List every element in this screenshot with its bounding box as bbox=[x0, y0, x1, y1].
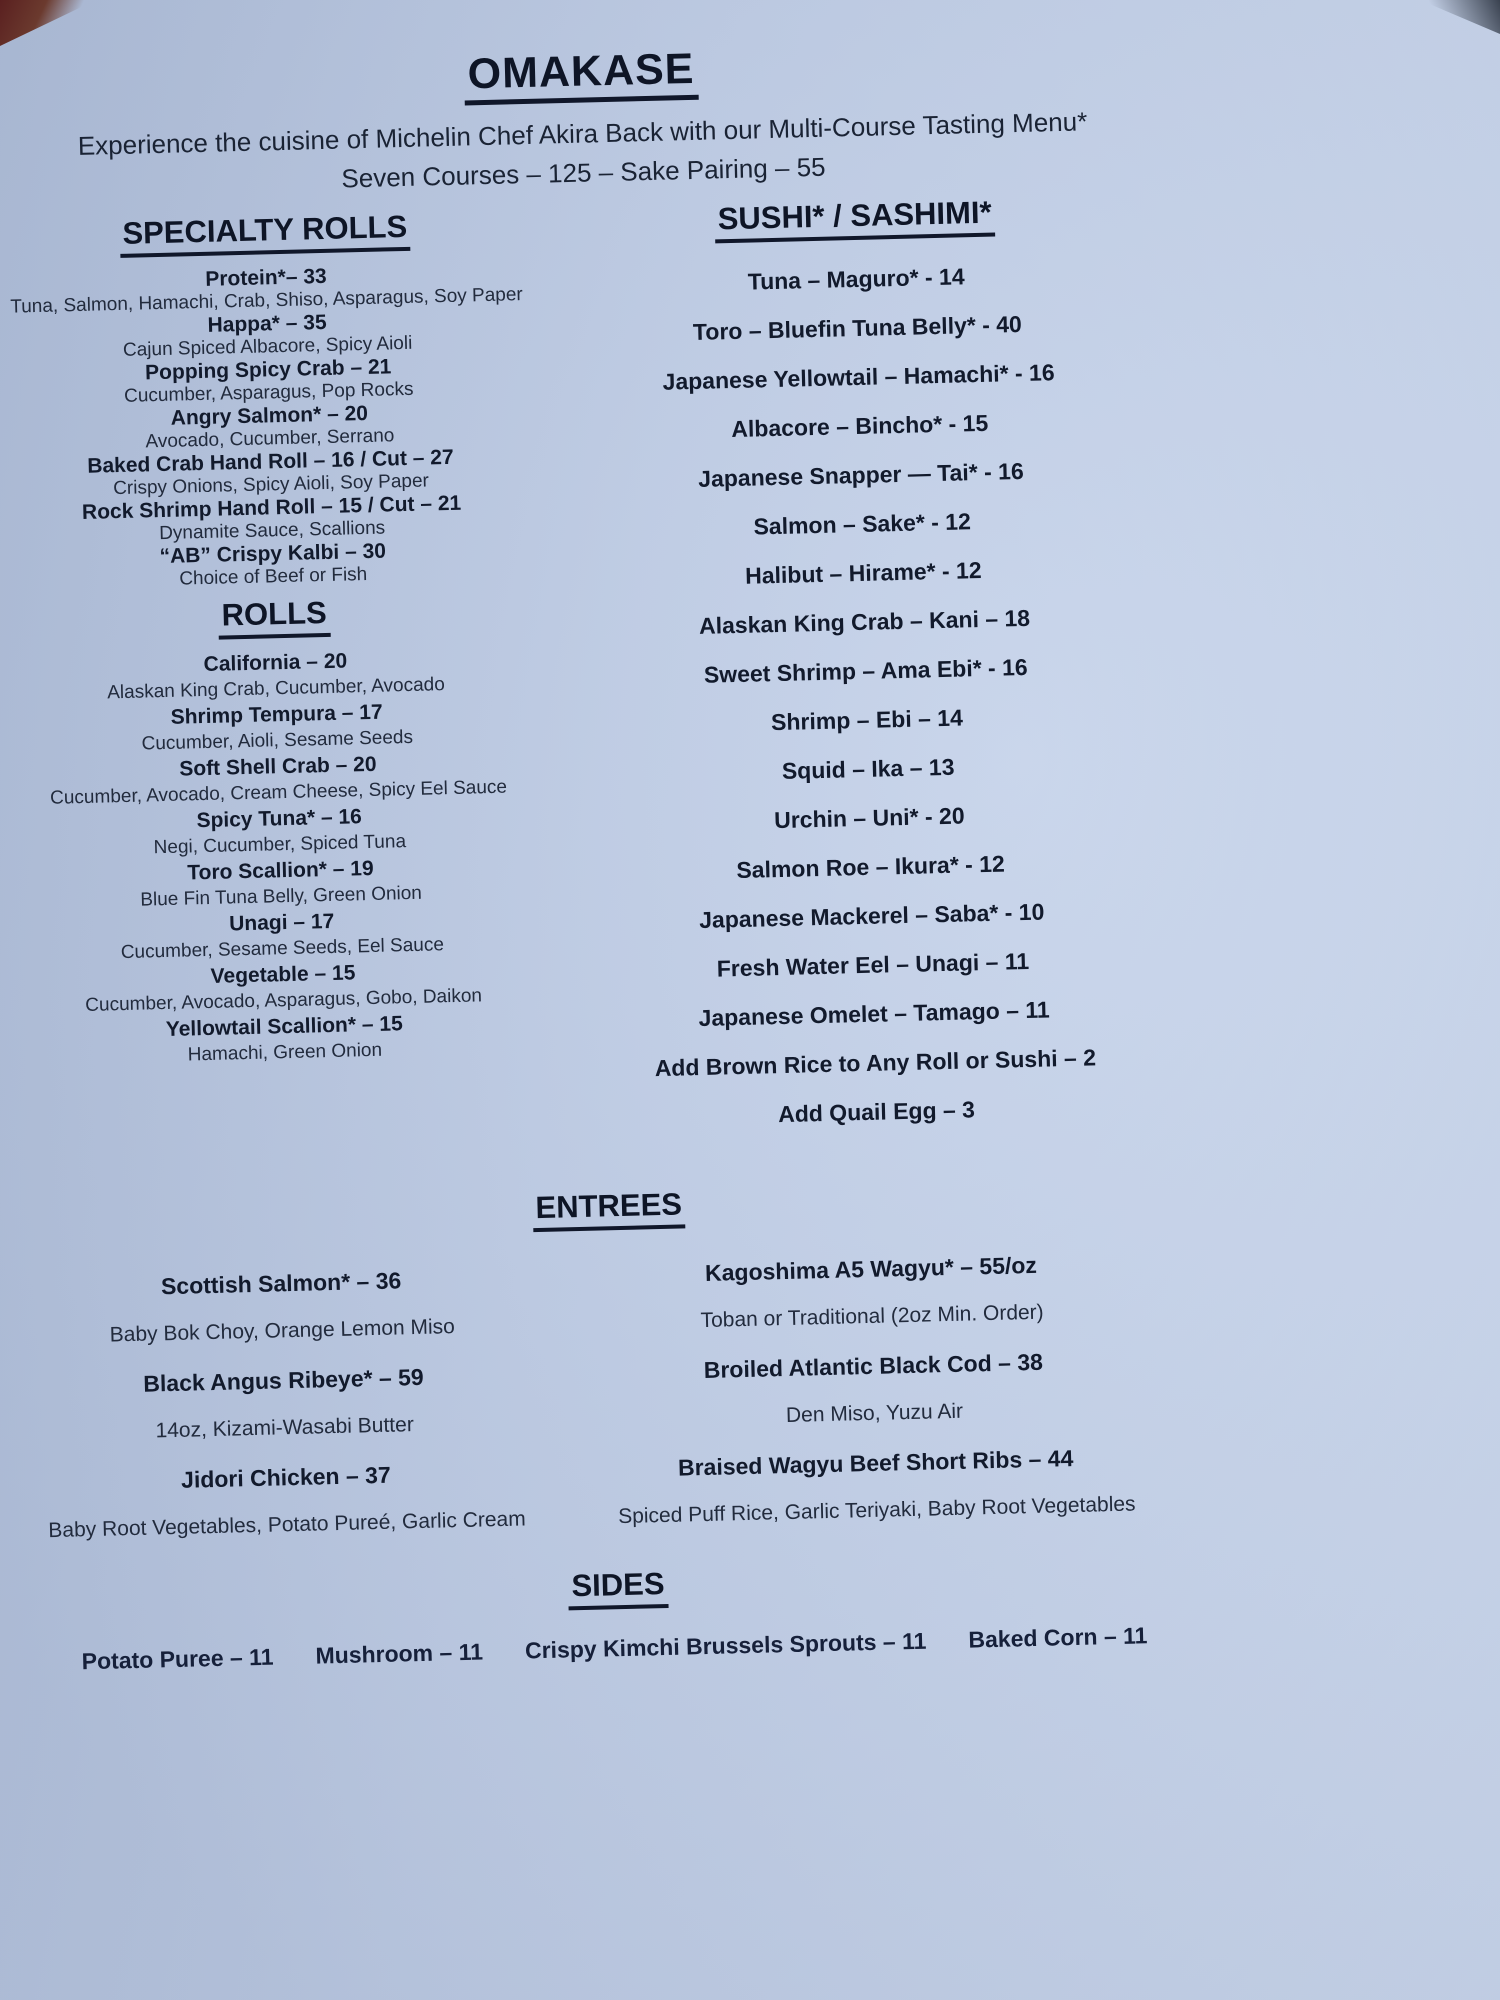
entrees-heading: ENTREES bbox=[532, 1186, 685, 1232]
specialty-rolls-list bbox=[0, 260, 543, 595]
rolls-heading: ROLLS bbox=[218, 595, 330, 640]
menu-item-description: Baby Bok Choy, Orange Lemon Miso bbox=[109, 1315, 456, 1347]
menu-subtitle: Experience the cuisine of Michelin Chef Akira Back with our Multi-Course Tasting Menu* bbox=[77, 106, 1088, 161]
sushi-sashimi-list bbox=[536, 244, 1197, 1133]
menu-item-name: Toro Scallion* – 19 bbox=[187, 856, 374, 885]
menu-item-name: Angry Salmon* – 20 bbox=[170, 401, 369, 430]
menu-item-name: Kagoshima A5 Wagyu* – 55/oz bbox=[704, 1251, 1038, 1286]
menu-item: Sweet Shrimp – Ama Ebi* - 16 bbox=[703, 653, 1028, 688]
menu-item: Alaskan King Crab – Kani – 18 bbox=[698, 604, 1031, 639]
menu-item-name: Braised Wagyu Beef Short Ribs – 44 bbox=[677, 1445, 1074, 1481]
menu-item: Japanese Mackerel – Saba* - 10 bbox=[698, 898, 1045, 933]
omakase-pricing: Seven Courses – 125 – Sake Pairing – 55 bbox=[341, 151, 826, 194]
menu-item: Baked Corn – 11 bbox=[968, 1622, 1148, 1653]
menu-header bbox=[0, 33, 1174, 203]
menu-item-name: Jidori Chicken – 37 bbox=[180, 1461, 391, 1493]
menu-item-description: Cucumber, Aioli, Sesame Seeds bbox=[141, 726, 414, 755]
menu-item: Fresh Water Eel – Unagi – 11 bbox=[716, 947, 1030, 982]
menu-item: Crispy Kimchi Brussels Sprouts – 11 bbox=[524, 1627, 927, 1664]
menu-item-description: Den Miso, Yuzu Air bbox=[785, 1399, 964, 1428]
menu-item-description: 14oz, Kizami-Wasabi Butter bbox=[155, 1413, 415, 1443]
menu-item-description: Cucumber, Sesame Seeds, Eel Sauce bbox=[120, 934, 445, 964]
menu-item: Salmon – Sake* - 12 bbox=[753, 508, 972, 540]
sides-section bbox=[28, 1553, 1210, 1677]
menu-item-description: Cucumber, Asparagus, Pop Rocks bbox=[123, 378, 414, 407]
menu-item-name: Spicy Tuna* – 16 bbox=[196, 805, 363, 833]
menu-item-name: California – 20 bbox=[203, 649, 348, 677]
menu-item-name: Popping Spicy Crab – 21 bbox=[144, 355, 392, 385]
menu-item-description: Tuna, Salmon, Hamachi, Crab, Shiso, Asparagus, Soy Paper bbox=[10, 284, 524, 318]
menu-item: Squid – Ika – 13 bbox=[781, 753, 955, 784]
rolls-section bbox=[4, 590, 545, 645]
entrees-left-list bbox=[20, 1246, 549, 1568]
menu-item: Mushroom – 11 bbox=[315, 1638, 484, 1669]
menu-item-name: Rock Shrimp Hand Roll – 15 / Cut – 21 bbox=[81, 491, 462, 524]
menu-item-name: Protein*– 33 bbox=[205, 264, 327, 291]
sides-heading: SIDES bbox=[568, 1566, 668, 1610]
menu-item-name: Yellowtail Scallion* – 15 bbox=[165, 1012, 403, 1042]
menu-item: Shrimp – Ebi – 14 bbox=[770, 704, 964, 736]
menu-item-description: Choice of Beef or Fish bbox=[179, 563, 368, 590]
menu-item-name: Broiled Atlantic Black Cod – 38 bbox=[703, 1348, 1044, 1384]
menu-item: Japanese Snapper — Tai* - 16 bbox=[697, 457, 1025, 492]
menu-item-name: Unagi – 17 bbox=[228, 909, 335, 936]
menu-item-name: Shrimp Tempura – 17 bbox=[170, 700, 383, 729]
entrees-section bbox=[19, 1174, 1208, 1568]
menu-item-name: Soft Shell Crab – 20 bbox=[179, 752, 377, 781]
specialty-rolls-section bbox=[0, 206, 535, 261]
menu-item-name: Vegetable – 15 bbox=[210, 961, 356, 988]
menu-item: Toro – Bluefin Tuna Belly* - 40 bbox=[692, 310, 1023, 345]
menu-item-description: Blue Fin Tuna Belly, Green Onion bbox=[140, 882, 423, 911]
menu-item: Tuna – Maguro* - 14 bbox=[747, 263, 965, 295]
menu-item-description: Cajun Spiced Albacore, Spicy Aioli bbox=[122, 332, 413, 361]
menu-item-description: Baby Root Vegetables, Potato Pureé, Garlic Cream bbox=[48, 1507, 526, 1543]
photo-corner-top-right bbox=[1420, 0, 1500, 34]
menu-item-name: Baked Crab Hand Roll – 16 / Cut – 27 bbox=[87, 445, 454, 478]
menu-item-description: Dynamite Sauce, Scallions bbox=[158, 517, 386, 545]
entrees-right-list bbox=[541, 1230, 1207, 1555]
menu-item: Japanese Yellowtail – Hamachi* - 16 bbox=[662, 359, 1055, 395]
entrees-columns bbox=[20, 1230, 1207, 1568]
menu-item-name: Scottish Salmon* – 36 bbox=[160, 1267, 402, 1300]
menu-item-description: Avocado, Cucumber, Serrano bbox=[145, 425, 395, 453]
menu-item-name: “AB” Crispy Kalbi – 30 bbox=[159, 539, 387, 569]
menu-item: Salmon Roe – Ikura* - 12 bbox=[736, 850, 1006, 884]
menu-item-description: Negi, Cucumber, Spiced Tuna bbox=[153, 831, 407, 859]
photo-corner-top-left bbox=[0, 0, 96, 46]
menu-item: Halibut – Hirame* - 12 bbox=[744, 556, 982, 589]
sushi-sashimi-heading: SUSHI* / SASHIMI* bbox=[714, 195, 995, 244]
menu-columns bbox=[0, 190, 1197, 1169]
sushi-sashimi-section bbox=[534, 190, 1175, 248]
menu-item: Albacore – Bincho* - 15 bbox=[731, 409, 989, 443]
menu-item: Add Brown Rice to Any Roll or Sushi – 2 bbox=[654, 1044, 1097, 1082]
menu-item-name: Black Angus Ribeye* – 59 bbox=[143, 1363, 424, 1397]
rolls-list bbox=[5, 644, 555, 1073]
menu-item-description: Cucumber, Avocado, Cream Cheese, Spicy Eel Sauce bbox=[49, 776, 508, 809]
left-column bbox=[0, 206, 555, 1073]
menu-item-description: Toban or Traditional (2oz Min. Order) bbox=[700, 1300, 1044, 1333]
menu-item-description: Hamachi, Green Onion bbox=[187, 1039, 383, 1066]
menu-item: Urchin – Uni* - 20 bbox=[773, 802, 965, 834]
menu-item-description: Alaskan King Crab, Cucumber, Avocado bbox=[107, 674, 446, 704]
menu-item-description: Spiced Puff Rice, Garlic Teriyaki, Baby Root Vegetables bbox=[617, 1492, 1136, 1529]
menu-title: OMAKASE bbox=[463, 45, 699, 106]
specialty-rolls-heading: SPECIALTY ROLLS bbox=[119, 209, 411, 258]
menu-item: Potato Puree – 11 bbox=[81, 1643, 274, 1675]
menu-item-description: Crispy Onions, Spicy Aioli, Soy Paper bbox=[112, 470, 430, 500]
menu-item-name: Happa* – 35 bbox=[207, 310, 327, 337]
right-column bbox=[534, 190, 1197, 1155]
menu-sheet bbox=[0, 33, 1210, 1676]
menu-item: Add Quail Egg – 3 bbox=[777, 1096, 976, 1128]
menu-item: Japanese Omelet – Tamago – 11 bbox=[698, 996, 1050, 1032]
menu-item-description: Cucumber, Avocado, Asparagus, Gobo, Daikon bbox=[85, 985, 483, 1017]
